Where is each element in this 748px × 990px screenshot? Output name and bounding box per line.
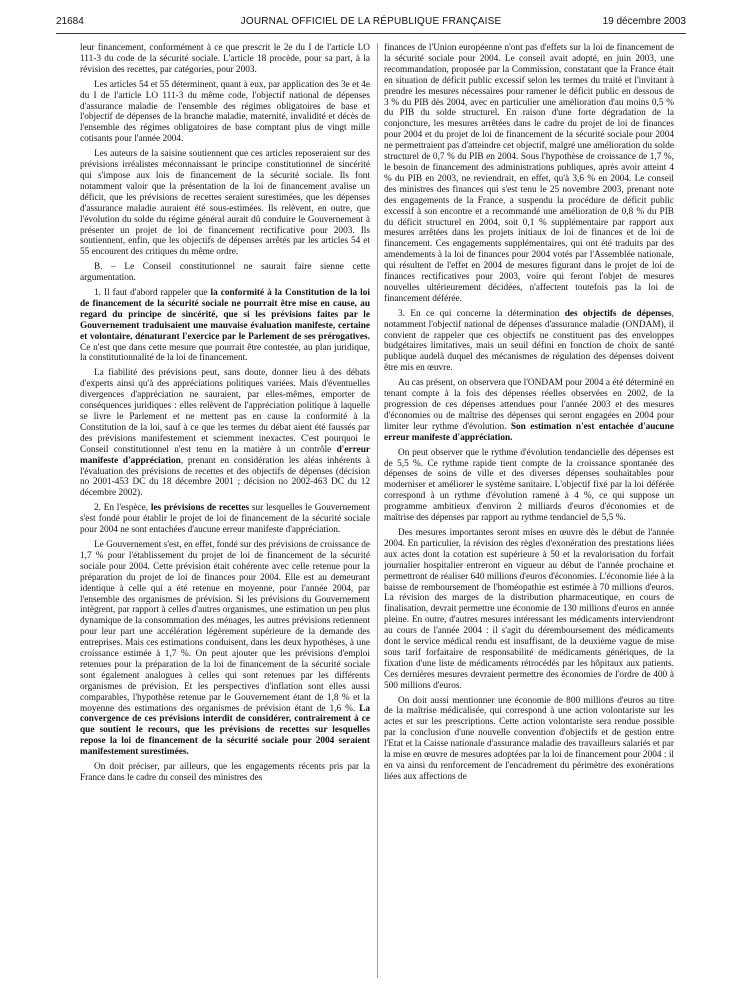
journal-title: JOURNAL OFFICIEL DE LA RÉPUBLIQUE FRANÇAISE bbox=[240, 16, 502, 27]
bold-text: la conformité à la Constitution de la loi de financement de la sécurité sociale ne pourrait être mise en cause, au regard du principe de sincérité, que si les prévisions faites par le Gouvernement traduisaient une mauvaise évaluation manifeste, certaine et volontaire, dénaturant l'exercice par le Parlement de ses prérogatives. bbox=[80, 288, 371, 342]
paragraph bbox=[80, 288, 370, 364]
left-column bbox=[80, 43, 370, 788]
column-divider bbox=[377, 43, 378, 978]
paragraph bbox=[384, 309, 674, 374]
bold-text: les prévisions de recettes bbox=[150, 503, 250, 514]
paragraph bbox=[80, 540, 370, 758]
bold-text: des objectifs de dépenses bbox=[564, 308, 672, 319]
paragraph bbox=[80, 368, 370, 499]
paragraph: Des mesures importantes seront mises en œuvre dès le début de l'année 2004. En particulier, la révision des règles d'exonération des prestations liées aux actes dont la cotation est supérieure à 50 et la revalorisation du forfait journalier hospitalier entreront en vigueur au début de l'année prochaine et permettront de réaliser 640 millions d'euros d'économies. L'économie liée à la baisse de remboursement de l'homéopathie est estimée à 70 millions d'euros. La révision des marges de la distribution pharmaceutique, en cours de finalisation, devrait permettre une économie de 130 millions d'euros en année pleine. En outre, d'autres mesures intéressant les médicaments interviendront au cours de l'année 2004 : il s'agit du déremboursement des médicaments dont le service médical rendu est insuffisant, de la deuxième vague de mise sous tarif forfaitaire de responsabilité de médicaments génériques, de la fixation d'une liste de médicaments rétrocédés par les hôpitaux aux patients. Ces dernières mesures devraient permettre des économies de l'ordre de 400 à 500 millions d'euros. bbox=[384, 527, 674, 691]
paragraph: On doit préciser, par ailleurs, que les engagements récents pris par la France dans le cadre du conseil des ministres des bbox=[80, 762, 370, 783]
bold-text: La convergence de ces prévisions interdit de considérer, contrairement à ce que soutient le recours, que les prévisions de recettes sur lesquelles repose la loi de financement de la sécurité sociale pour 2004 seraient manifestement surestimées. bbox=[80, 703, 370, 758]
paragraph: leur financement, conformément à ce que prescrit le 2e du I de l'article LO 111-3 du code de la sécurité sociale. L'article 18 procède, pour sa part, à la révision des recettes, par catégories, pour 2003. bbox=[80, 43, 370, 75]
text-run: , prenant en considération les aléas inhérents à l'évaluation des prévisions de recettes et des objectifs de dépenses (décision no 2001-453 DC du 18 décembre 2001 ; décision no 2002-463 DC du 12 décembre 2002). bbox=[80, 455, 370, 499]
text-run: 2. En l'espèce, bbox=[94, 503, 151, 514]
paragraph bbox=[384, 378, 674, 443]
paragraph: On doit aussi mentionner une économie de 800 millions d'euros au titre de la maîtrise médicalisée, qui correspond à une action volontariste sur les actes et sur les prescriptions. Cette action volontariste sera rendue possible par la conclusion d'une nouvelle convention d'objectifs et de gestion entre l'Etat et la Caisse nationale d'assurance maladie des travailleurs salariés et par la mise en œuvre de mesures adoptées par la loi de financement pour 2004 : il en va ainsi du renforcement de l'encadrement du périmètre des exonérations liées aux affections de bbox=[384, 695, 674, 782]
header-rule bbox=[56, 33, 686, 34]
paragraph bbox=[80, 503, 370, 536]
paragraph: Les articles 54 et 55 déterminent, quant à eux, par application des 3e et 4e du I de l'article LO 111-3 du même code, l'objectif national de dépenses d'assurance maladie de l'ensemble des régimes obligatoires de base et l'objectif de dépenses de la branche maladie, maternité, invalidité et décès de l'ensemble des régimes obligatoires de base comptant plus de vingt mille cotisants pour l'année 2004. bbox=[80, 79, 370, 145]
text-run: Au cas présent, on observera que l'ONDAM pour 2004 a été déterminé en tenant compte à la fois des dépenses réelles observées en 2002, de la progression de ces dépenses attendues pour l'année 2003 et des mesures d'économies ou de maîtrise des dépenses qui seront engagées en 2004 pour limiter leur rythme d'évolution. bbox=[384, 378, 674, 432]
bold-text: Son estimation n'est entachée d'aucune erreur manifeste d'appréciation. bbox=[384, 421, 674, 443]
paragraph: Les auteurs de la saisine soutiennent que ces articles reposeraient sur des prévisions irréalistes méconnaissant le principe constitutionnel de sincérité qui s'impose aux lois de financement de la sécurité sociale. Ils font notamment valoir que la présentation de la loi de financement avalise un déficit, que les prévisions de recettes seraient surestimées, que les dépenses d'assurance maladie auraient été sous-estimées. Ils relèvent, en outre, que l'évolution du solde du régime général aurait dû conduire le Gouvernement à présenter un projet de loi de financement rectificative pour 2003. Ils soutiennent, enfin, que les objectifs de dépenses arrêtés par les articles 54 et 55 encourent des critiques du même ordre. bbox=[80, 149, 370, 258]
text-run: La fiabilité des prévisions peut, sans doute, donner lieu à des débats d'experts ainsi qu'à des appréciations politiques variées. Mais d'éventuelles divergences d'appréciation ne sauraient, par elles-mêmes, emporter de conséquences juridiques : elles relèvent de l'appréciation politique à laquelle se livre le Parlement et ne mettent pas en cause la conformité à la Constitution de la loi, sauf à ce que les termes du débat aient été faussés par des prévisions manifestement et sciemment inexactes. C'est pourquoi le Conseil constitutionnel n'est tenu en la matière à un contrôle bbox=[80, 368, 370, 455]
text-run: , notamment l'objectif national de dépenses d'assurance maladie (ONDAM), il convient de rappeler que ces objectifs ne constituent pas des enveloppes budgétaires limitatives, mais un seuil défini en fonction de choix de santé publique audelà duquel des mécanismes de régulation des dépenses doivent être mis en œuvre. bbox=[384, 308, 674, 374]
right-column bbox=[384, 43, 674, 787]
text-run: sur lesquelles le Gouvernement s'est fondé pour établir le projet de loi de financement de la sécurité sociale pour 2004 ne sont entachées d'aucune erreur manifeste d'appréciation. bbox=[80, 503, 370, 536]
paragraph: finances de l'Union européenne n'ont pas d'effets sur la loi de financement de la sécurité sociale pour 2004. Le conseil avait adopté, en juin 2003, une recommandation, proposée par la Commission, constatant que la France était en situation de déficit public excessif selon les termes du traité et l'invitant à prendre les mesures nécessaires pour ramener le déficit public en dessous de 3 % du PIB dès 2004, avec en particulier une amélioration d'au moins 0,5 % du PIB du solde structurel. En raison d'une forte dégradation de la conjoncture, les mesures arrêtées dans le cadre du projet de loi de finances pour 2004 et du projet de loi de financement de la sécurité sociale pour 2004 ne permettraient pas d'atteindre cet objectif, malgré une amélioration du solde structurel de 0,7 % du PIB en 2004. Sous l'hypothèse de croissance de 1,7 %, le besoin de financement des administrations publiques, après avoir atteint 4 % du PIB en 2003, ne reviendrait, en effet, qu'à 3,6 % en 2004. Le conseil des ministres des finances qui s'est tenu le 25 novembre 2003, prenant note des engagements de la France, a suspendu la procédure de déficit public excessif à son encontre et a recommandé une amélioration de 0,8 % du PIB du déficit structurel en 2004, soit 0,1 % supplémentaire par rapport aux mesures arrêtées dans les projets initiaux de loi de finances et de loi de financement. Ces engagements supplémentaires, qui ont été traduits par des amendements à la loi de finances pour 2004 votés par l'Assemblée nationale, qui résultent de l'effet en 2004 de mesures figurant dans le projet de loi de finances rectificatives pour 2003, voire qui feront l'objet de mesures nouvelles ultérieurement décidées, n'affectent toutefois pas la loi de financement déférée. bbox=[384, 43, 674, 304]
text-run: 3. En ce qui concerne la détermination bbox=[398, 308, 565, 319]
issue-date: 19 décembre 2003 bbox=[602, 16, 686, 27]
text-run: 1. Il faut d'abord rappeler que bbox=[94, 288, 211, 299]
paragraph: On peut observer que le rythme d'évolution tendancielle des dépenses est de 5,5 %. Ce rythme rapide tient compte de la croissance spontanée des dépenses de soins de ville et des diverses dépenses souhaitables pour moderniser et améliorer le système sanitaire. L'objectif fixé par la loi déférée correspond à un rythme d'évolution ramené à 4 %, ce qui suppose un programme ambitieux d'environ 2 milliards d'euros d'économies et de maîtrise des dépenses par rapport au rythme tendanciel de 5,5 %. bbox=[384, 447, 674, 524]
page-number: 21684 bbox=[56, 16, 84, 27]
page-header bbox=[56, 16, 686, 32]
bold-text: d'erreur manifeste d'appréciation bbox=[80, 444, 370, 466]
text-run: Le Gouvernement s'est, en effet, fondé sur des prévisions de croissance de 1,7 % pour l'établissement du projet de loi de financement de la sécurité sociale pour 2004. Cette prévision était cohérente avec celle retenue pour la préparation du projet de loi de finances pour 2004. Elle est au demeurant identique à celle qui a été retenue en moyenne, pour l'année 2004, par l'ensemble des organismes de prévision. Si les prévisions du Gouvernement intègrent, par rapport à celles d'autres organismes, une estimation un peu plus dynamique de la consommation des ménages, les autres prévisions retiennent pour leur part une accélération légèrement supérieure de la demande des entreprises. Mais ces estimations conduisent, dans les deux hypothèses, à une croissance estimée à 1,7 %. On peut ajouter que les prévisions d'emploi retenues pour la préparation de la loi de financement de la sécurité sociale sont également analogues à celles qui sont retenues par les différents organismes de prévision. Et les perspectives d'inflation sont elles aussi comparables, l'hypothèse retenue par le Gouvernement étant de 1,8 % et la moyenne des estimations des organismes de prévision étant de 1,6 %. bbox=[80, 539, 370, 714]
paragraph: B. – Le Conseil constitutionnel ne saurait faire sienne cette argumentation. bbox=[80, 262, 370, 284]
text-run: Ce n'est que dans cette mesure que pourrait être contestée, au plan juridique, la constitutionnalité de la loi de financement. bbox=[80, 342, 370, 364]
